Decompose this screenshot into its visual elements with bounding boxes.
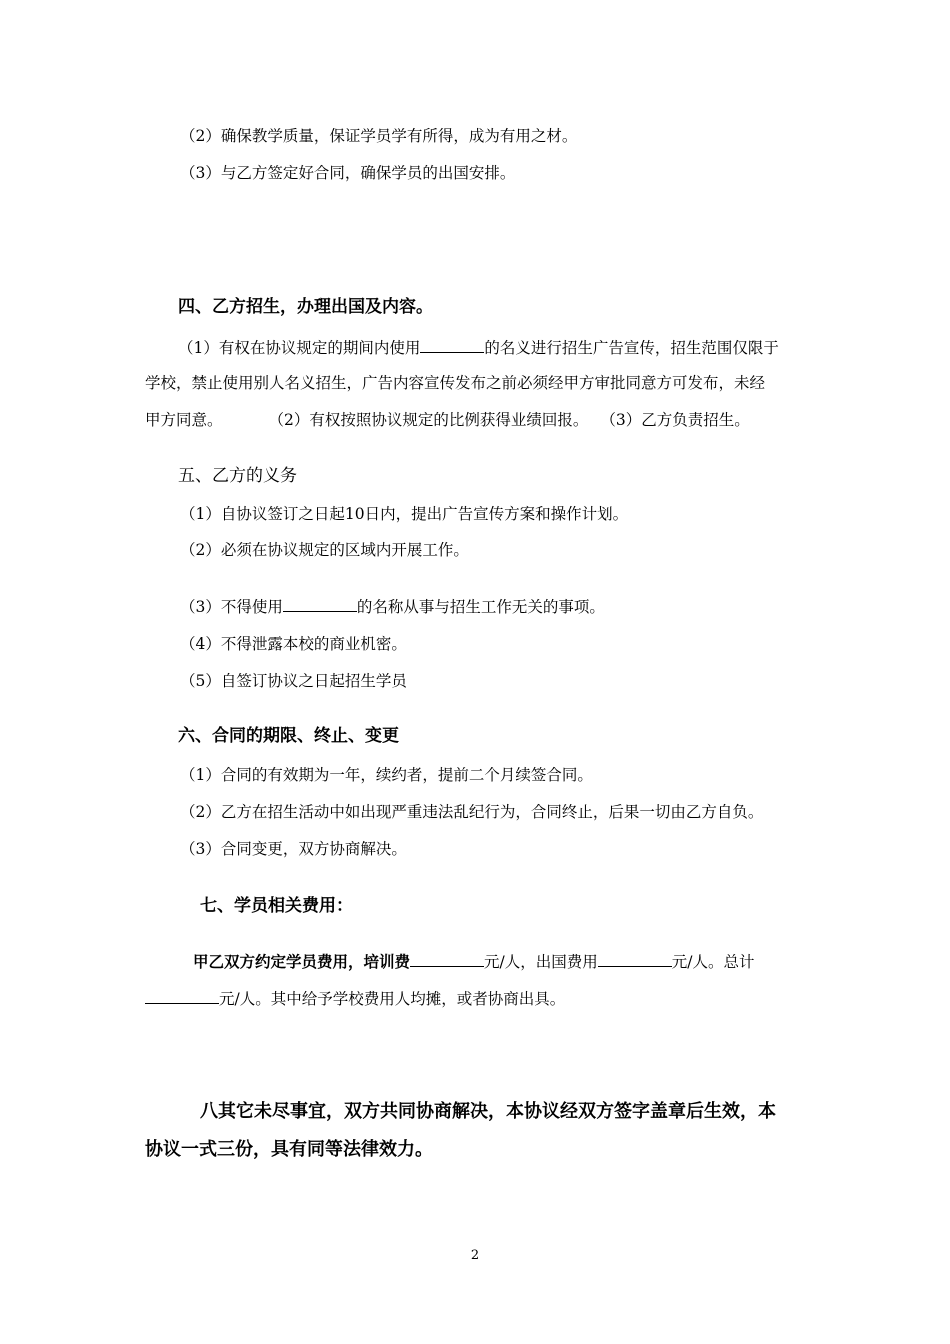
section7-line1 bbox=[193, 952, 754, 972]
section4-line3-c: （3）乙方负责招生。 bbox=[600, 411, 750, 429]
section4-line3 bbox=[145, 410, 750, 430]
blank-field bbox=[410, 952, 484, 967]
section4-line2: 学校，禁止使用别人名义招生，广告内容宣传发布之前必须经甲方审批同意方可发布，未经 bbox=[145, 374, 766, 392]
section7-line1-b: 元/人，出国费用 bbox=[484, 953, 598, 971]
section7-line1-c: 元/人。总计 bbox=[671, 953, 755, 971]
section6-item1: （1）合同的有效期为一年，续约者，提前二个月续签合同。 bbox=[180, 766, 593, 784]
section7-line2-b: 元/人。其中给予学校费用人均摊，或者协商出具。 bbox=[219, 990, 566, 1008]
section5-item3-b: 的名称从事与招生工作无关的事项。 bbox=[356, 598, 605, 616]
section3-item2: （2）确保教学质量，保证学员学有所得，成为有用之材。 bbox=[180, 127, 578, 145]
page-number: 2 bbox=[470, 1248, 480, 1263]
section6-item3: （3）合同变更，双方协商解决。 bbox=[180, 840, 407, 858]
section8-line1: 八其它未尽事宜，双方共同协商解决，本协议经双方签字盖章后生效，本 bbox=[200, 1101, 776, 1122]
section5-item3 bbox=[180, 597, 605, 617]
section4-line1 bbox=[178, 338, 779, 358]
section5-item4: （4）不得泄露本校的商业机密。 bbox=[180, 635, 407, 653]
blank-field bbox=[420, 338, 484, 353]
section4-line1-a: （1）有权在协议规定的期间内使用 bbox=[178, 339, 421, 357]
section3-item3: （3）与乙方签定好合同，确保学员的出国安排。 bbox=[180, 164, 516, 182]
section7-line1-a: 甲乙双方约定学员费用，培训费 bbox=[193, 953, 411, 971]
section6-heading: 六、合同的期限、终止、变更 bbox=[178, 726, 399, 746]
section5-item5: （5）自签订协议之日起招生学员 bbox=[180, 672, 407, 690]
section4-line1-b: 的名义进行招生广告宣传，招生范围仅限于 bbox=[484, 339, 779, 357]
section7-line2 bbox=[145, 989, 565, 1009]
section5-item3-a: （3）不得使用 bbox=[180, 598, 283, 616]
section4-line3-b: （2）有权按照协议规定的比例获得业绩回报。 bbox=[268, 411, 589, 429]
section8-line2: 协议一式三份，具有同等法律效力。 bbox=[145, 1139, 433, 1160]
section4-heading: 四、乙方招生，办理出国及内容。 bbox=[178, 297, 433, 317]
section7-heading: 七、学员相关费用： bbox=[200, 896, 353, 916]
section6-item2: （2）乙方在招生活动中如出现严重违法乱纪行为，合同终止，后果一切由乙方自负。 bbox=[180, 803, 764, 821]
section5-heading: 五、乙方的义务 bbox=[178, 466, 297, 486]
blank-field bbox=[145, 989, 219, 1004]
section5-item2: （2）必须在协议规定的区域内开展工作。 bbox=[180, 541, 469, 559]
blank-field bbox=[283, 597, 357, 612]
section5-item1: （1）自协议签订之日起10日内，提出广告宣传方案和操作计划。 bbox=[180, 505, 629, 523]
section4-line3-a: 甲方同意。 bbox=[145, 411, 223, 429]
blank-field bbox=[598, 952, 672, 967]
